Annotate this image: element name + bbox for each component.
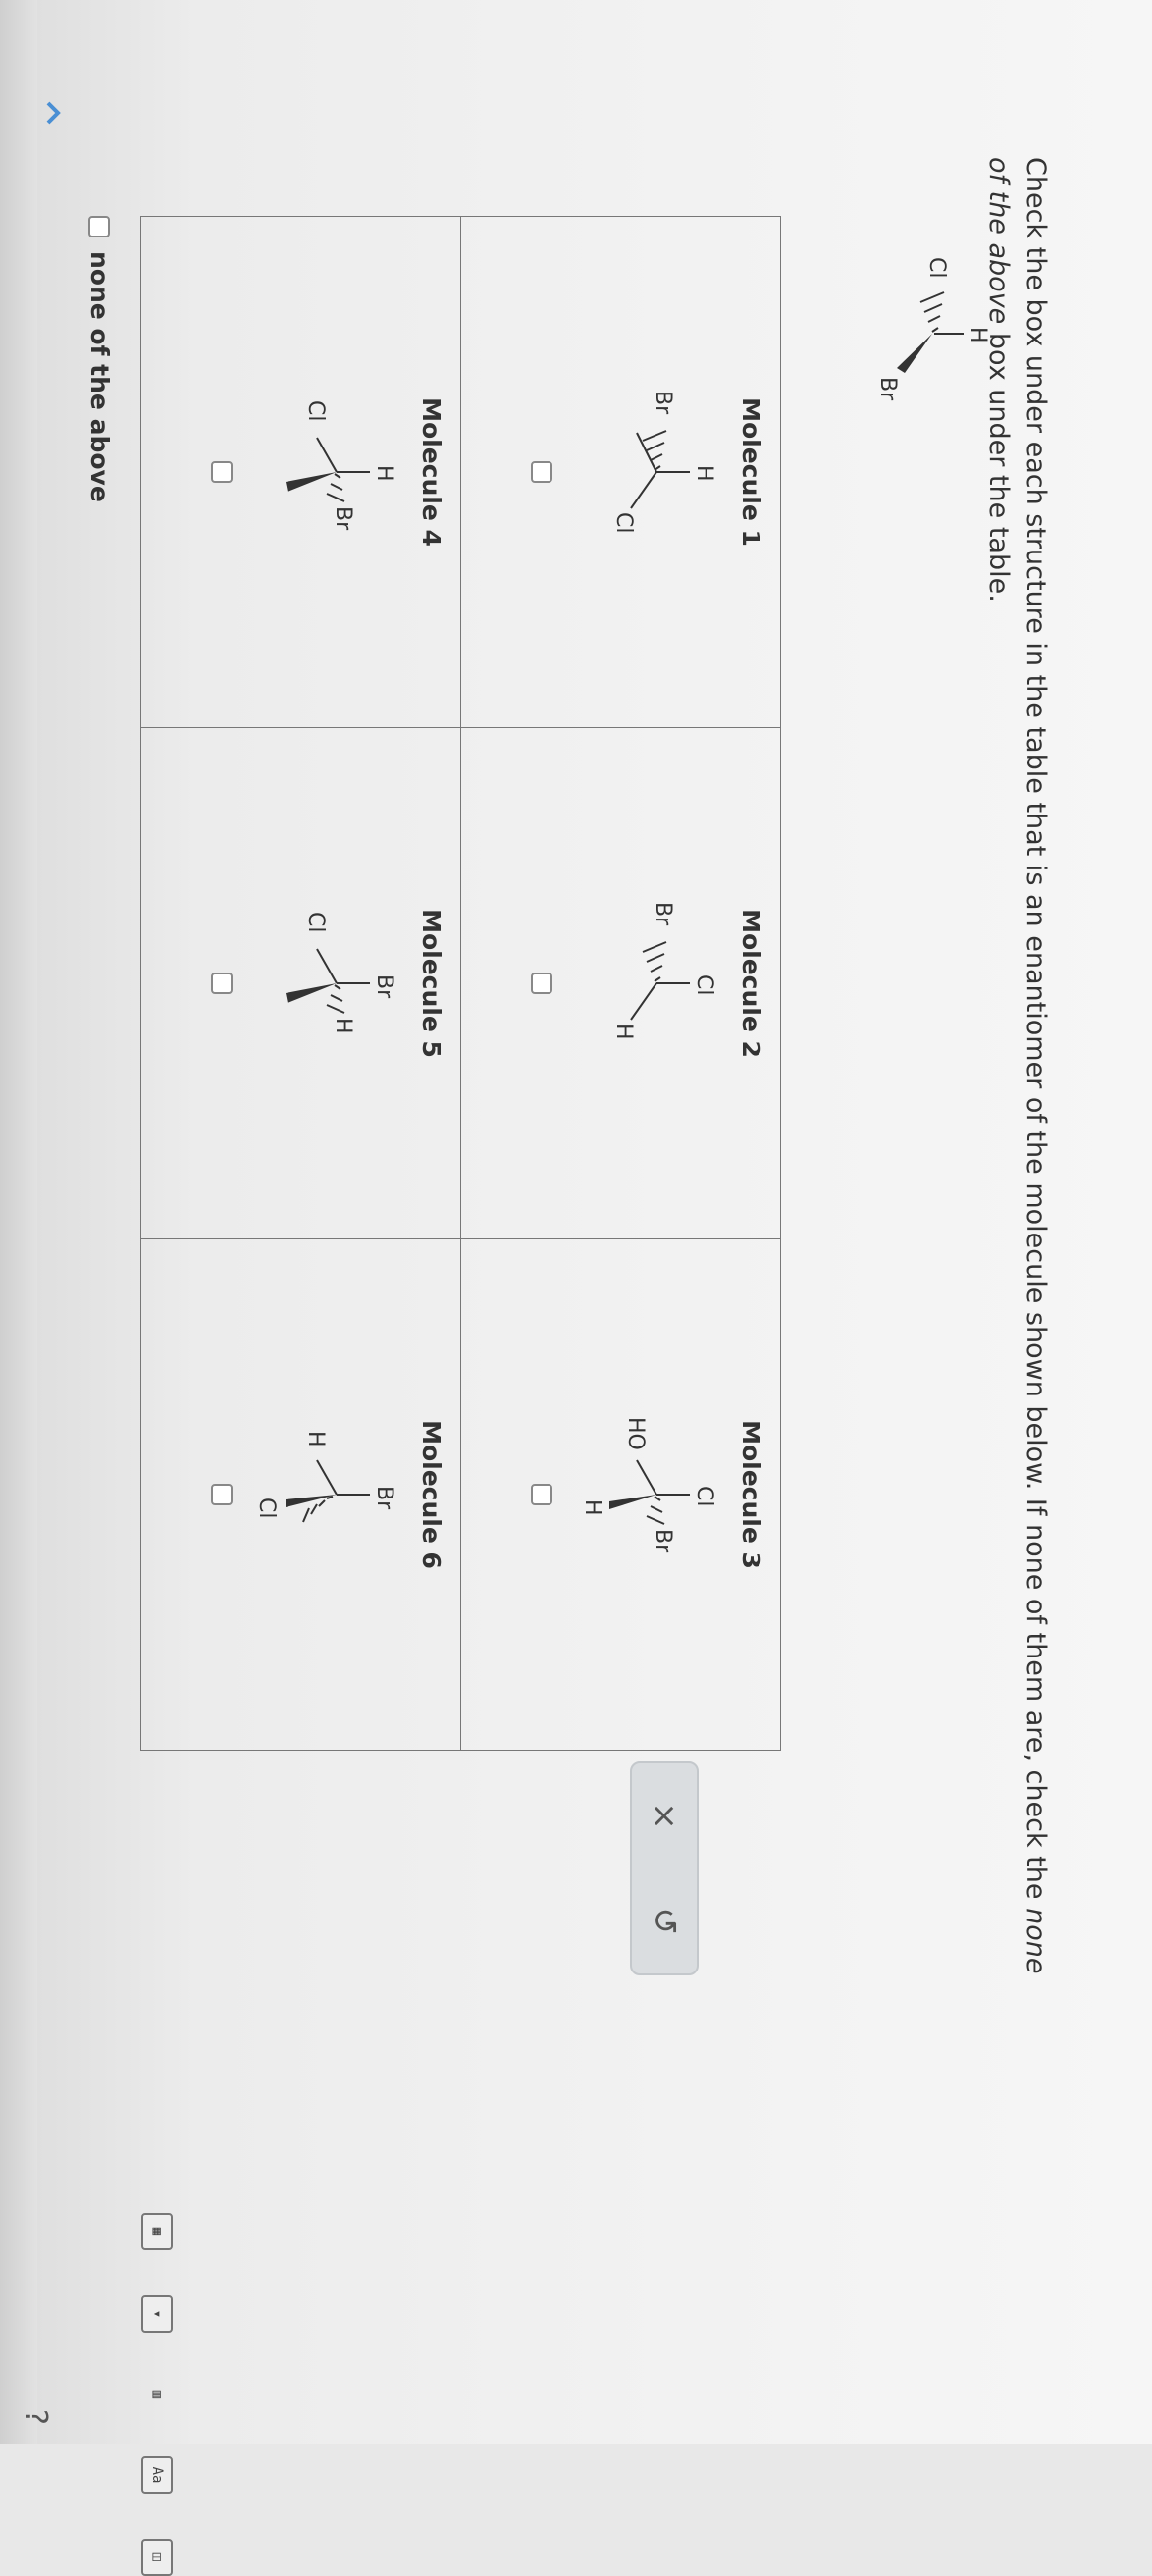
left-atom: Cl [303, 400, 328, 422]
none-of-the-above-checkbox[interactable] [89, 216, 111, 237]
molecule-structure [240, 1362, 407, 1627]
wedge-bond [897, 334, 932, 373]
molecule-label: Molecule 5 [417, 909, 445, 1058]
molecule-cell-4 [141, 217, 461, 728]
molecule-label: Molecule 4 [417, 397, 445, 547]
right-atom: Br [651, 1529, 675, 1553]
left-atom: Cl [303, 912, 328, 933]
reference-molecule [818, 196, 1015, 471]
molecule-structure [240, 851, 407, 1116]
left-atom: HO [623, 1417, 648, 1450]
ref-top-atom: H [966, 327, 990, 343]
molecule-structure [560, 340, 727, 605]
molecule-structure [240, 340, 407, 605]
molecule-cell-3 [461, 1239, 781, 1751]
bottom-atom: H [580, 1499, 604, 1516]
split-view-icon[interactable]: ◫ [141, 2539, 173, 2576]
clear-icon[interactable]: × [645, 1802, 684, 1830]
molecule-cell-2 [461, 728, 781, 1239]
top-atom: Cl [692, 974, 716, 996]
right-atom: Cl [611, 512, 636, 534]
top-atom: H [692, 465, 716, 482]
periodic-table-icon[interactable]: ▥ [149, 2390, 165, 2399]
molecule-cell-1 [461, 217, 781, 728]
answer-action-box [630, 1761, 699, 1975]
molecule-cell-5 [141, 728, 461, 1239]
none-of-the-above-label: none of the above [85, 251, 114, 502]
ref-left-atom: Cl [924, 257, 949, 279]
molecule-structure [560, 1362, 727, 1627]
none-of-the-above-option[interactable] [85, 216, 114, 502]
right-atom: Cl [254, 1498, 279, 1519]
molecule-4-checkbox[interactable] [211, 461, 233, 483]
molecule-label: Molecule 1 [737, 397, 765, 547]
right-atom: Br [331, 506, 355, 531]
question-text: Check the box under each structure in the table that is an enantiomer of the molecule shown below. If none of them are, check the none of the above box under the table. [983, 157, 1051, 1974]
molecule-label: Molecule 2 [737, 909, 765, 1058]
molecule-1-checkbox[interactable] [531, 461, 552, 483]
undo-icon[interactable]: ↺ [645, 1907, 684, 1935]
molecule-5-checkbox[interactable] [211, 973, 233, 994]
dropdown-icon[interactable]: ▾ [141, 2295, 173, 2333]
collapse-chevron-icon[interactable] [33, 93, 73, 132]
hashed-wedge-bond [920, 292, 944, 332]
molecule-label: Molecule 3 [737, 1420, 765, 1569]
molecule-3-checkbox[interactable] [531, 1484, 552, 1505]
left-atom: Br [651, 902, 675, 926]
left-atom: Br [651, 391, 675, 415]
molecule-label: Molecule 6 [417, 1420, 445, 1569]
molecule-structure [560, 851, 727, 1116]
left-atom: H [303, 1431, 328, 1447]
help-icon[interactable]: ? [19, 2409, 53, 2425]
molecule-table [140, 216, 781, 1751]
molecule-cell-6 [141, 1239, 461, 1751]
top-atom: Br [372, 1486, 396, 1510]
calculator-icon[interactable]: ▦ [141, 2213, 173, 2250]
molecule-6-checkbox[interactable] [211, 1484, 233, 1505]
molecule-2-checkbox[interactable] [531, 973, 552, 994]
tool-sidebar [141, 2213, 173, 2576]
top-atom: Br [372, 974, 396, 999]
top-atom: Cl [692, 1486, 716, 1507]
ref-right-atom: Br [875, 377, 900, 401]
text-size-icon[interactable]: Aa [141, 2456, 173, 2494]
top-atom: H [372, 465, 396, 482]
right-atom: H [331, 1018, 355, 1034]
right-atom: H [611, 1024, 636, 1040]
